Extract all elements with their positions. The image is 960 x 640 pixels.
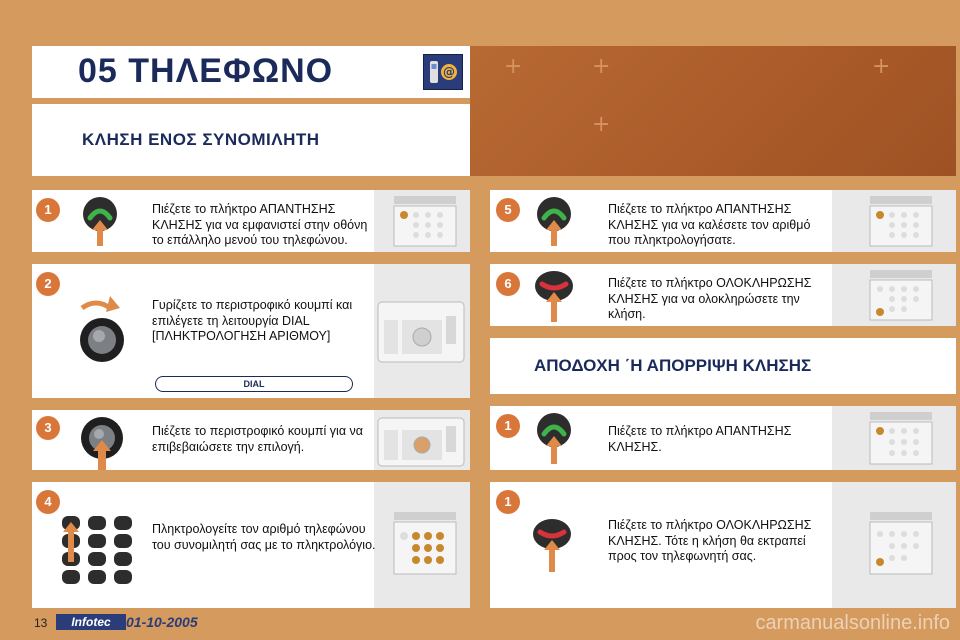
green-phone-button-icon <box>76 194 124 253</box>
brand-logo: Infotec <box>56 614 126 630</box>
radio-illustration <box>374 190 470 252</box>
rotary-knob-icon <box>76 414 128 475</box>
step-number: 1 <box>496 414 520 438</box>
step-text: Πιέζετε το πλήκτρο ΑΠΑΝΤΗΣΗΣ ΚΛΗΣΗΣ για να καλέσετε τον αριθμό που πληκτρολογήσατε. <box>608 202 811 247</box>
radio-illustration <box>374 264 470 398</box>
radio-illustration <box>832 482 956 608</box>
radio-illustration <box>832 264 956 326</box>
step-text: Γυρίζετε το περιστροφικό κουμπί και επιλέγετε τη λειτουργία DIAL [ΠΛΗΚΤΡΟΛΟΓΗΣΗ ΑΡΙΘΜΟΥ] <box>152 298 353 343</box>
step-text: Πληκτρολογείτε τον αριθμό τηλεφώνου του συνομιλητή σας με το πληκτρολόγιο. <box>152 522 376 552</box>
step-number: 3 <box>36 416 60 440</box>
green-phone-button-icon <box>530 410 578 471</box>
green-phone-button-icon <box>530 194 578 253</box>
step-text: Πιέζετε το πλήκτρο ΟΛΟΚΛΗΡΩΣΗΣ ΚΛΗΣΗΣ. Τότε η κλήση θα εκτραπεί προς τον τηλεφωνητή σας. <box>608 518 812 563</box>
dial-tag: DIAL <box>155 376 353 392</box>
step-text: Πιέζετε το πλήκτρο ΟΛΟΚΛΗΡΩΣΗΣ ΚΛΗΣΗΣ για να ολοκληρώσετε την κλήση. <box>608 276 812 321</box>
radio-illustration <box>832 406 956 470</box>
rotary-knob-icon <box>74 296 130 371</box>
step-text: Πιέζετε το πλήκτρο ΑΠΑΝΤΗΣΗΣ ΚΛΗΣΗΣ για να εμφανιστεί στην οθόνη το επάλληλο μενού του τηλεφώνου. <box>152 202 368 247</box>
section-title-accept-reject: ΑΠΟΔΟΧΗ ΄Η ΑΠΟΡΡΙΨΗ ΚΛΗΣΗΣ <box>534 356 812 375</box>
step-number: 1 <box>36 198 60 222</box>
step-text: Πιέζετε το περιστροφικό κουμπί για να επιβεβαιώσετε την επιλογή. <box>152 424 363 454</box>
phone-at-icon <box>423 54 463 90</box>
step-number: 6 <box>496 272 520 296</box>
radio-illustration <box>374 410 470 470</box>
section-title-bar <box>490 338 956 394</box>
page-title: 05 ΤΗΛΕΦΩΝΟ <box>78 52 334 90</box>
radio-illustration <box>374 482 470 608</box>
step-text: Πιέζετε το πλήκτρο ΑΠΑΝΤΗΣΗΣ ΚΛΗΣΗΣ. <box>608 424 792 454</box>
keypad-icon <box>58 514 136 593</box>
step-number: 2 <box>36 272 60 296</box>
step-number: 4 <box>36 490 60 514</box>
step-number: 5 <box>496 198 520 222</box>
section-title-call: ΚΛΗΣΗ ΕΝΟΣ ΣΥΝΟΜΙΛΗΤΗ <box>82 130 320 149</box>
red-phone-button-icon <box>530 268 578 329</box>
page-number: 13 <box>34 616 48 630</box>
header-decoration: + + + + <box>470 46 956 176</box>
step-number: 1 <box>496 490 520 514</box>
edition-date: 01-10-2005 <box>126 614 198 630</box>
watermark: carmanualsonline.info <box>755 612 950 634</box>
red-phone-button-icon <box>528 516 576 579</box>
radio-illustration <box>832 190 956 252</box>
svg-text:@: @ <box>443 65 455 79</box>
